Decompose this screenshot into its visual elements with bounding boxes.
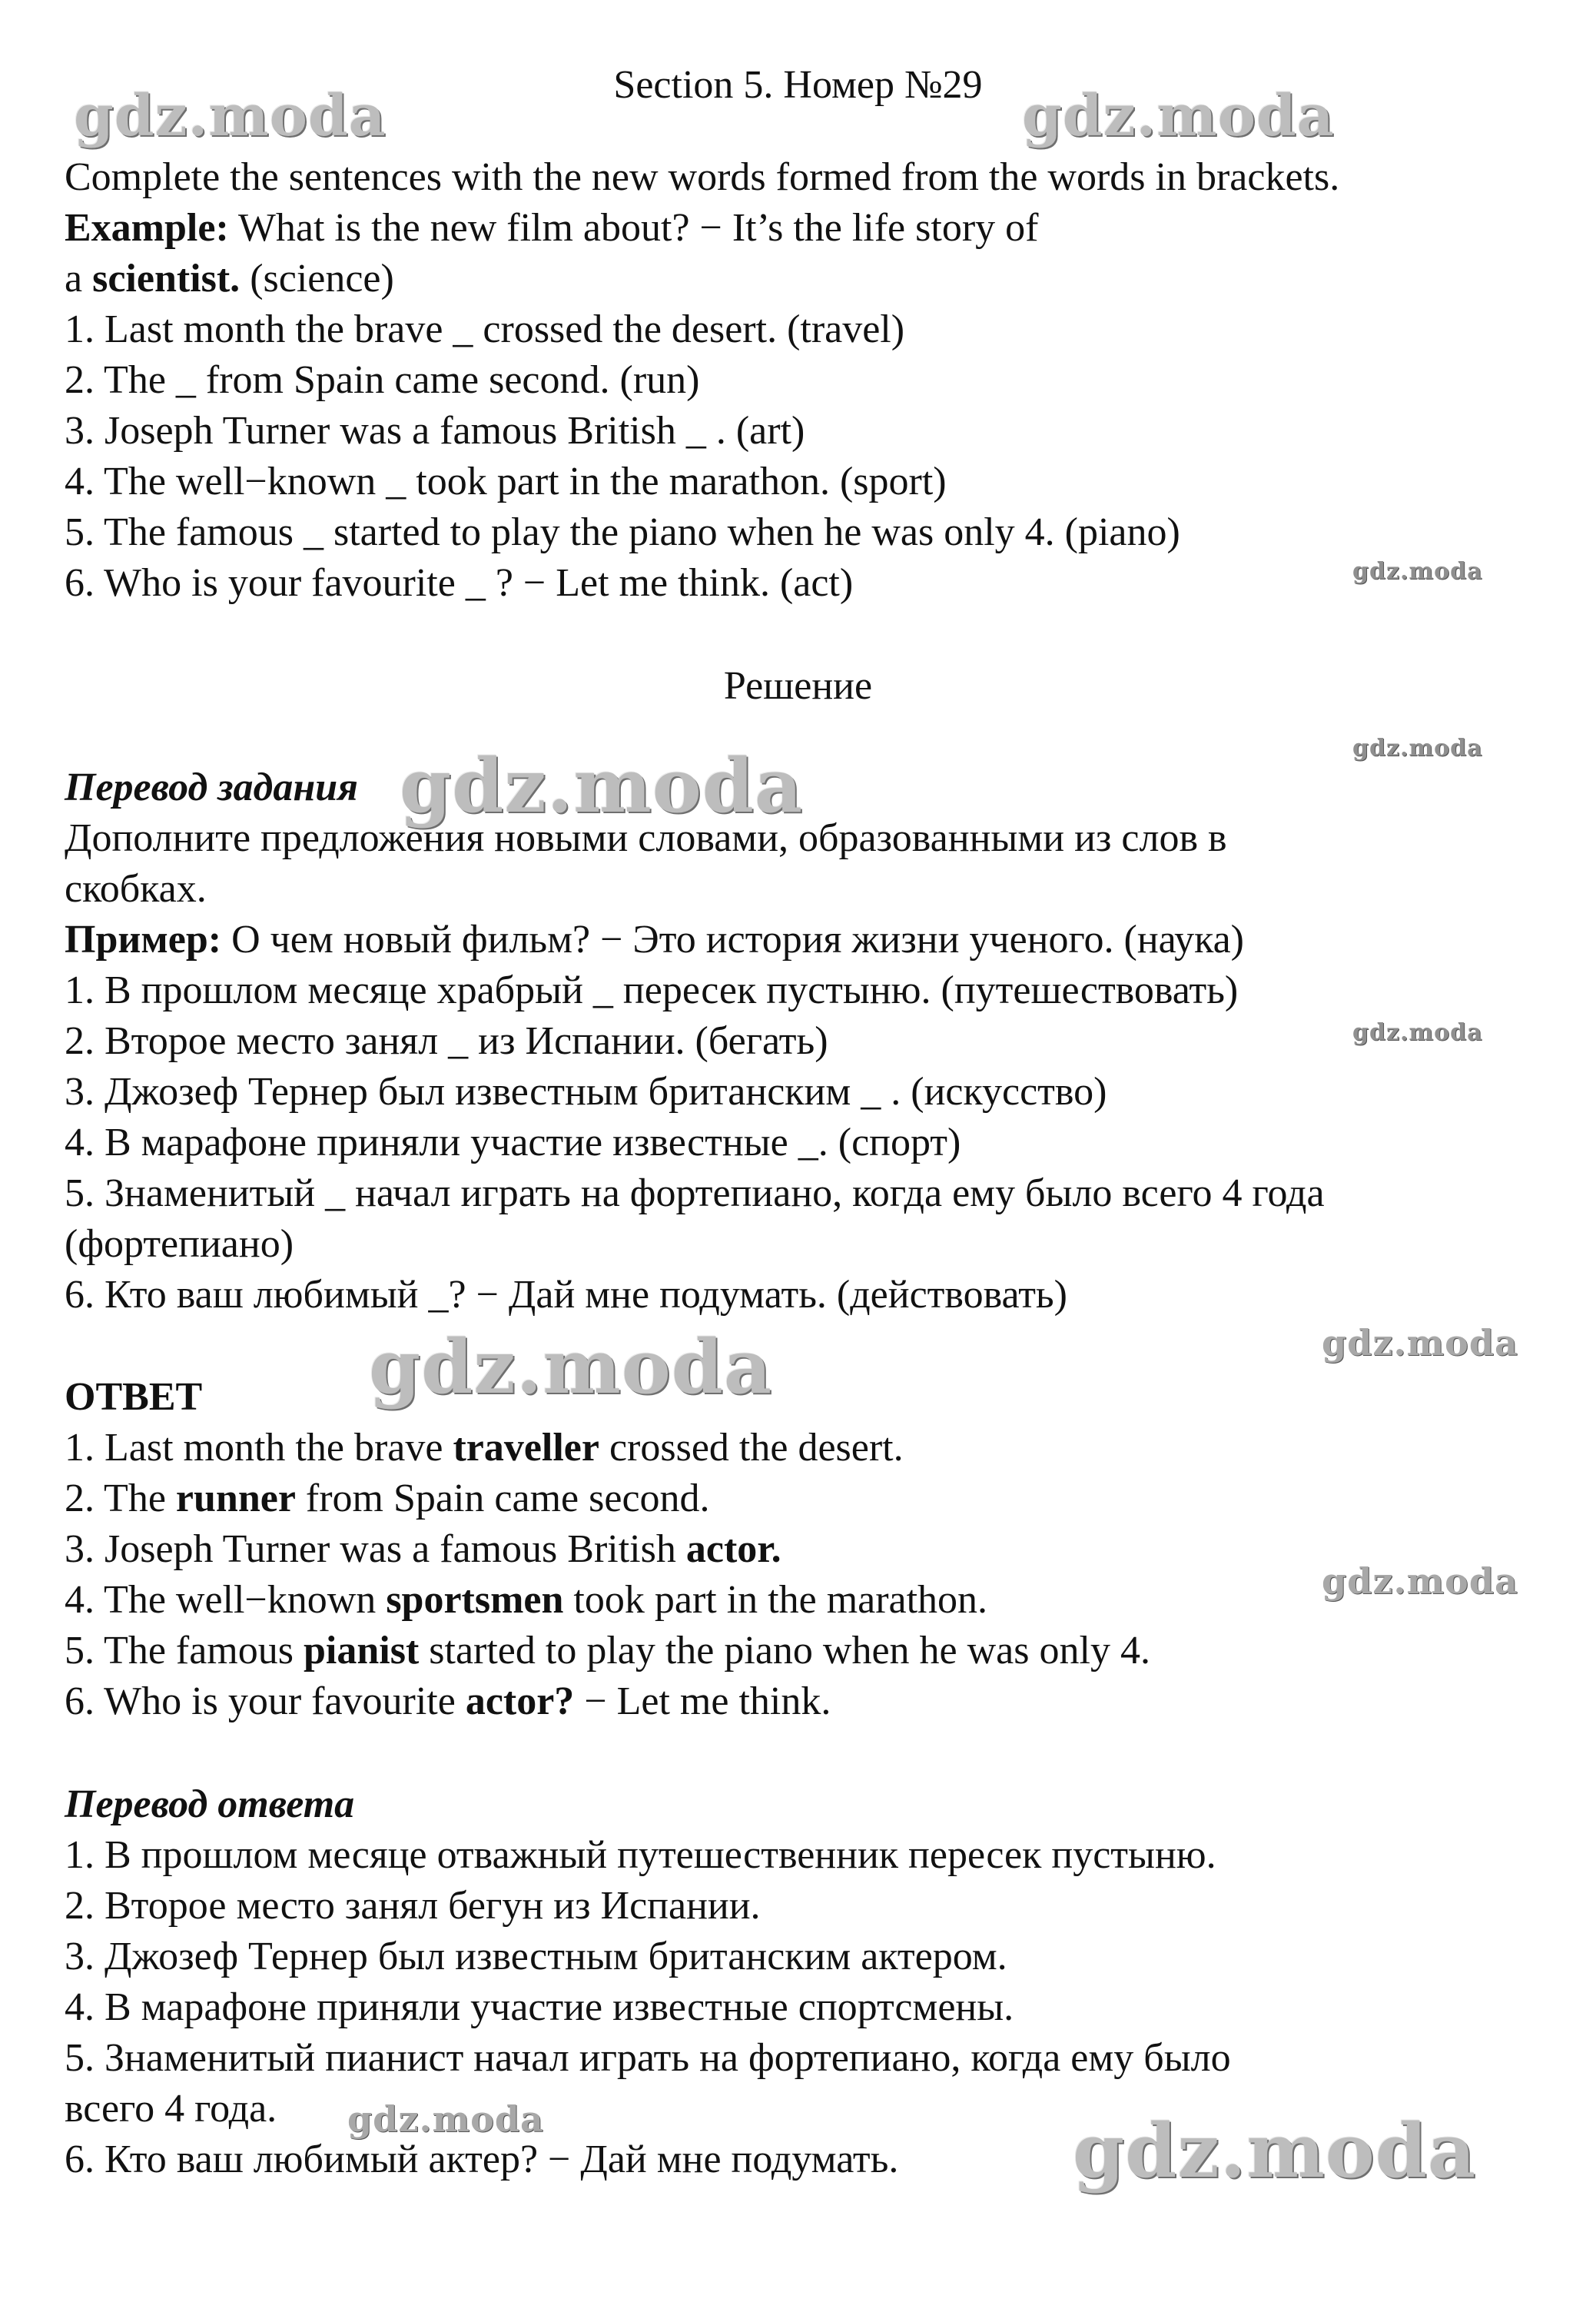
- answer-item: [65, 1473, 710, 1524]
- example-prefix: a: [65, 257, 93, 301]
- answer-translation-item: 1. В прошлом месяце отважный путешественник пересек пустыню.: [65, 1833, 1216, 1877]
- answer-item: [65, 1626, 1150, 1676]
- task-item: 4. The well−known _ took part in the marathon. (sport): [65, 460, 947, 503]
- translation-item: 3. Джозеф Тернер был известным британским _ . (искусство): [65, 1070, 1107, 1114]
- answer-word: actor?: [465, 1679, 575, 1723]
- task-example: [65, 203, 1038, 254]
- watermark: gdz.moda: [1322, 1560, 1518, 1602]
- task-item: 1. Last month the brave _ crossed the desert. (travel): [65, 307, 905, 351]
- watermark: gdz.moda: [1352, 1019, 1483, 1046]
- watermark: gdz.moda: [1352, 735, 1483, 762]
- answer-post: − Let me think.: [574, 1679, 831, 1723]
- answer-post: from Spain came second.: [295, 1477, 710, 1520]
- answer-post: started to play the piano when he was only 4.: [419, 1629, 1150, 1673]
- task-item: 2. The _ from Spain came second. (run): [65, 358, 700, 402]
- answer-word: pianist: [303, 1629, 420, 1673]
- example-word: scientist.: [92, 257, 241, 301]
- example-suffix: (science): [240, 257, 394, 301]
- translation-heading: Перевод задания: [65, 766, 358, 809]
- translation-item: (фортепиано): [65, 1222, 294, 1266]
- answer-translation-item: всего 4 года.: [65, 2087, 277, 2131]
- answer-pre: 6. Who is your favourite: [65, 1679, 466, 1723]
- translation-item: 4. В марафоне приняли участие известные _. (спорт): [65, 1121, 961, 1164]
- task-item: 5. The famous _ started to play the piano when he was only 4. (piano): [65, 510, 1180, 554]
- watermark: gdz.moda: [1322, 1322, 1518, 1364]
- solution-title: Решение: [723, 664, 873, 708]
- answer-word: sportsmen: [386, 1578, 564, 1622]
- translation-example-label: Пример:: [65, 918, 222, 962]
- translation-example: [65, 915, 1244, 965]
- answer-translation-item: 6. Кто ваш любимый актер? − Дай мне подумать.: [65, 2138, 899, 2181]
- answer-pre: 3. Joseph Turner was a famous British: [65, 1527, 686, 1571]
- translation-instruction: Дополните предложения новыми словами, образованными из слов в: [65, 816, 1227, 860]
- watermark: gdz.moda: [347, 2098, 544, 2140]
- task-item: 3. Joseph Turner was a famous British _ . (art): [65, 409, 805, 453]
- example-text: What is the new film about? − It’s the life story of: [228, 206, 1039, 250]
- answer-word: actor.: [685, 1527, 781, 1571]
- answer-translation-item: 3. Джозеф Тернер был известным британским актером.: [65, 1935, 1007, 1978]
- answer-item: [65, 1676, 831, 1727]
- answer-pre: 2. The: [65, 1477, 176, 1520]
- translation-instruction-line2: скобках.: [65, 867, 207, 911]
- watermark: gdz.moda: [400, 742, 804, 829]
- answer-item: [65, 1423, 904, 1473]
- answer-translation-item: 5. Знаменитый пианист начал играть на фортепиано, когда ему было: [65, 2036, 1231, 2080]
- task-instruction: Complete the sentences with the new words formed from the words in brackets.: [65, 155, 1340, 199]
- answer-translation-heading: Перевод ответа: [65, 1782, 355, 1826]
- translation-item: 6. Кто ваш любимый _? − Дай мне подумать. (действовать): [65, 1273, 1067, 1317]
- answer-translation-item: 2. Второе место занял бегун из Испании.: [65, 1884, 761, 1928]
- translation-item: 5. Знаменитый _ начал играть на фортепиано, когда ему было всего 4 года: [65, 1171, 1325, 1215]
- watermark: gdz.moda: [369, 1324, 773, 1410]
- answer-translation-item: 4. В марафоне приняли участие известные спортсмены.: [65, 1985, 1014, 2029]
- answer-pre: 4. The well−known: [65, 1578, 387, 1622]
- answer-pre: 1. Last month the brave: [65, 1426, 453, 1470]
- answer-item: [65, 1575, 987, 1626]
- answer-heading: ОТВЕТ: [65, 1375, 203, 1419]
- answer-word: runner: [175, 1477, 296, 1520]
- page-title: Section 5. Номер №29: [613, 63, 983, 107]
- answer-word: traveller: [453, 1426, 599, 1470]
- task-item: 6. Who is your favourite _ ? − Let me think. (act): [65, 561, 854, 605]
- watermark: gdz.moda: [74, 83, 387, 149]
- answer-post: took part in the marathon.: [563, 1578, 988, 1622]
- answer-item: [65, 1524, 781, 1575]
- watermark: gdz.moda: [1352, 558, 1483, 585]
- example-label: Example:: [65, 206, 229, 250]
- watermark: gdz.moda: [1022, 83, 1335, 149]
- answer-post: crossed the desert.: [599, 1426, 904, 1470]
- translation-item: 2. Второе место занял _ из Испании. (бегать): [65, 1019, 828, 1063]
- translation-item: 1. В прошлом месяце храбрый _ пересек пустыню. (путешествовать): [65, 968, 1239, 1012]
- watermark: gdz.moda: [1073, 2108, 1477, 2194]
- translation-example-text: О чем новый фильм? − Это история жизни ученого. (наука): [221, 918, 1244, 962]
- task-example-line2: [65, 254, 394, 304]
- answer-pre: 5. The famous: [65, 1629, 304, 1673]
